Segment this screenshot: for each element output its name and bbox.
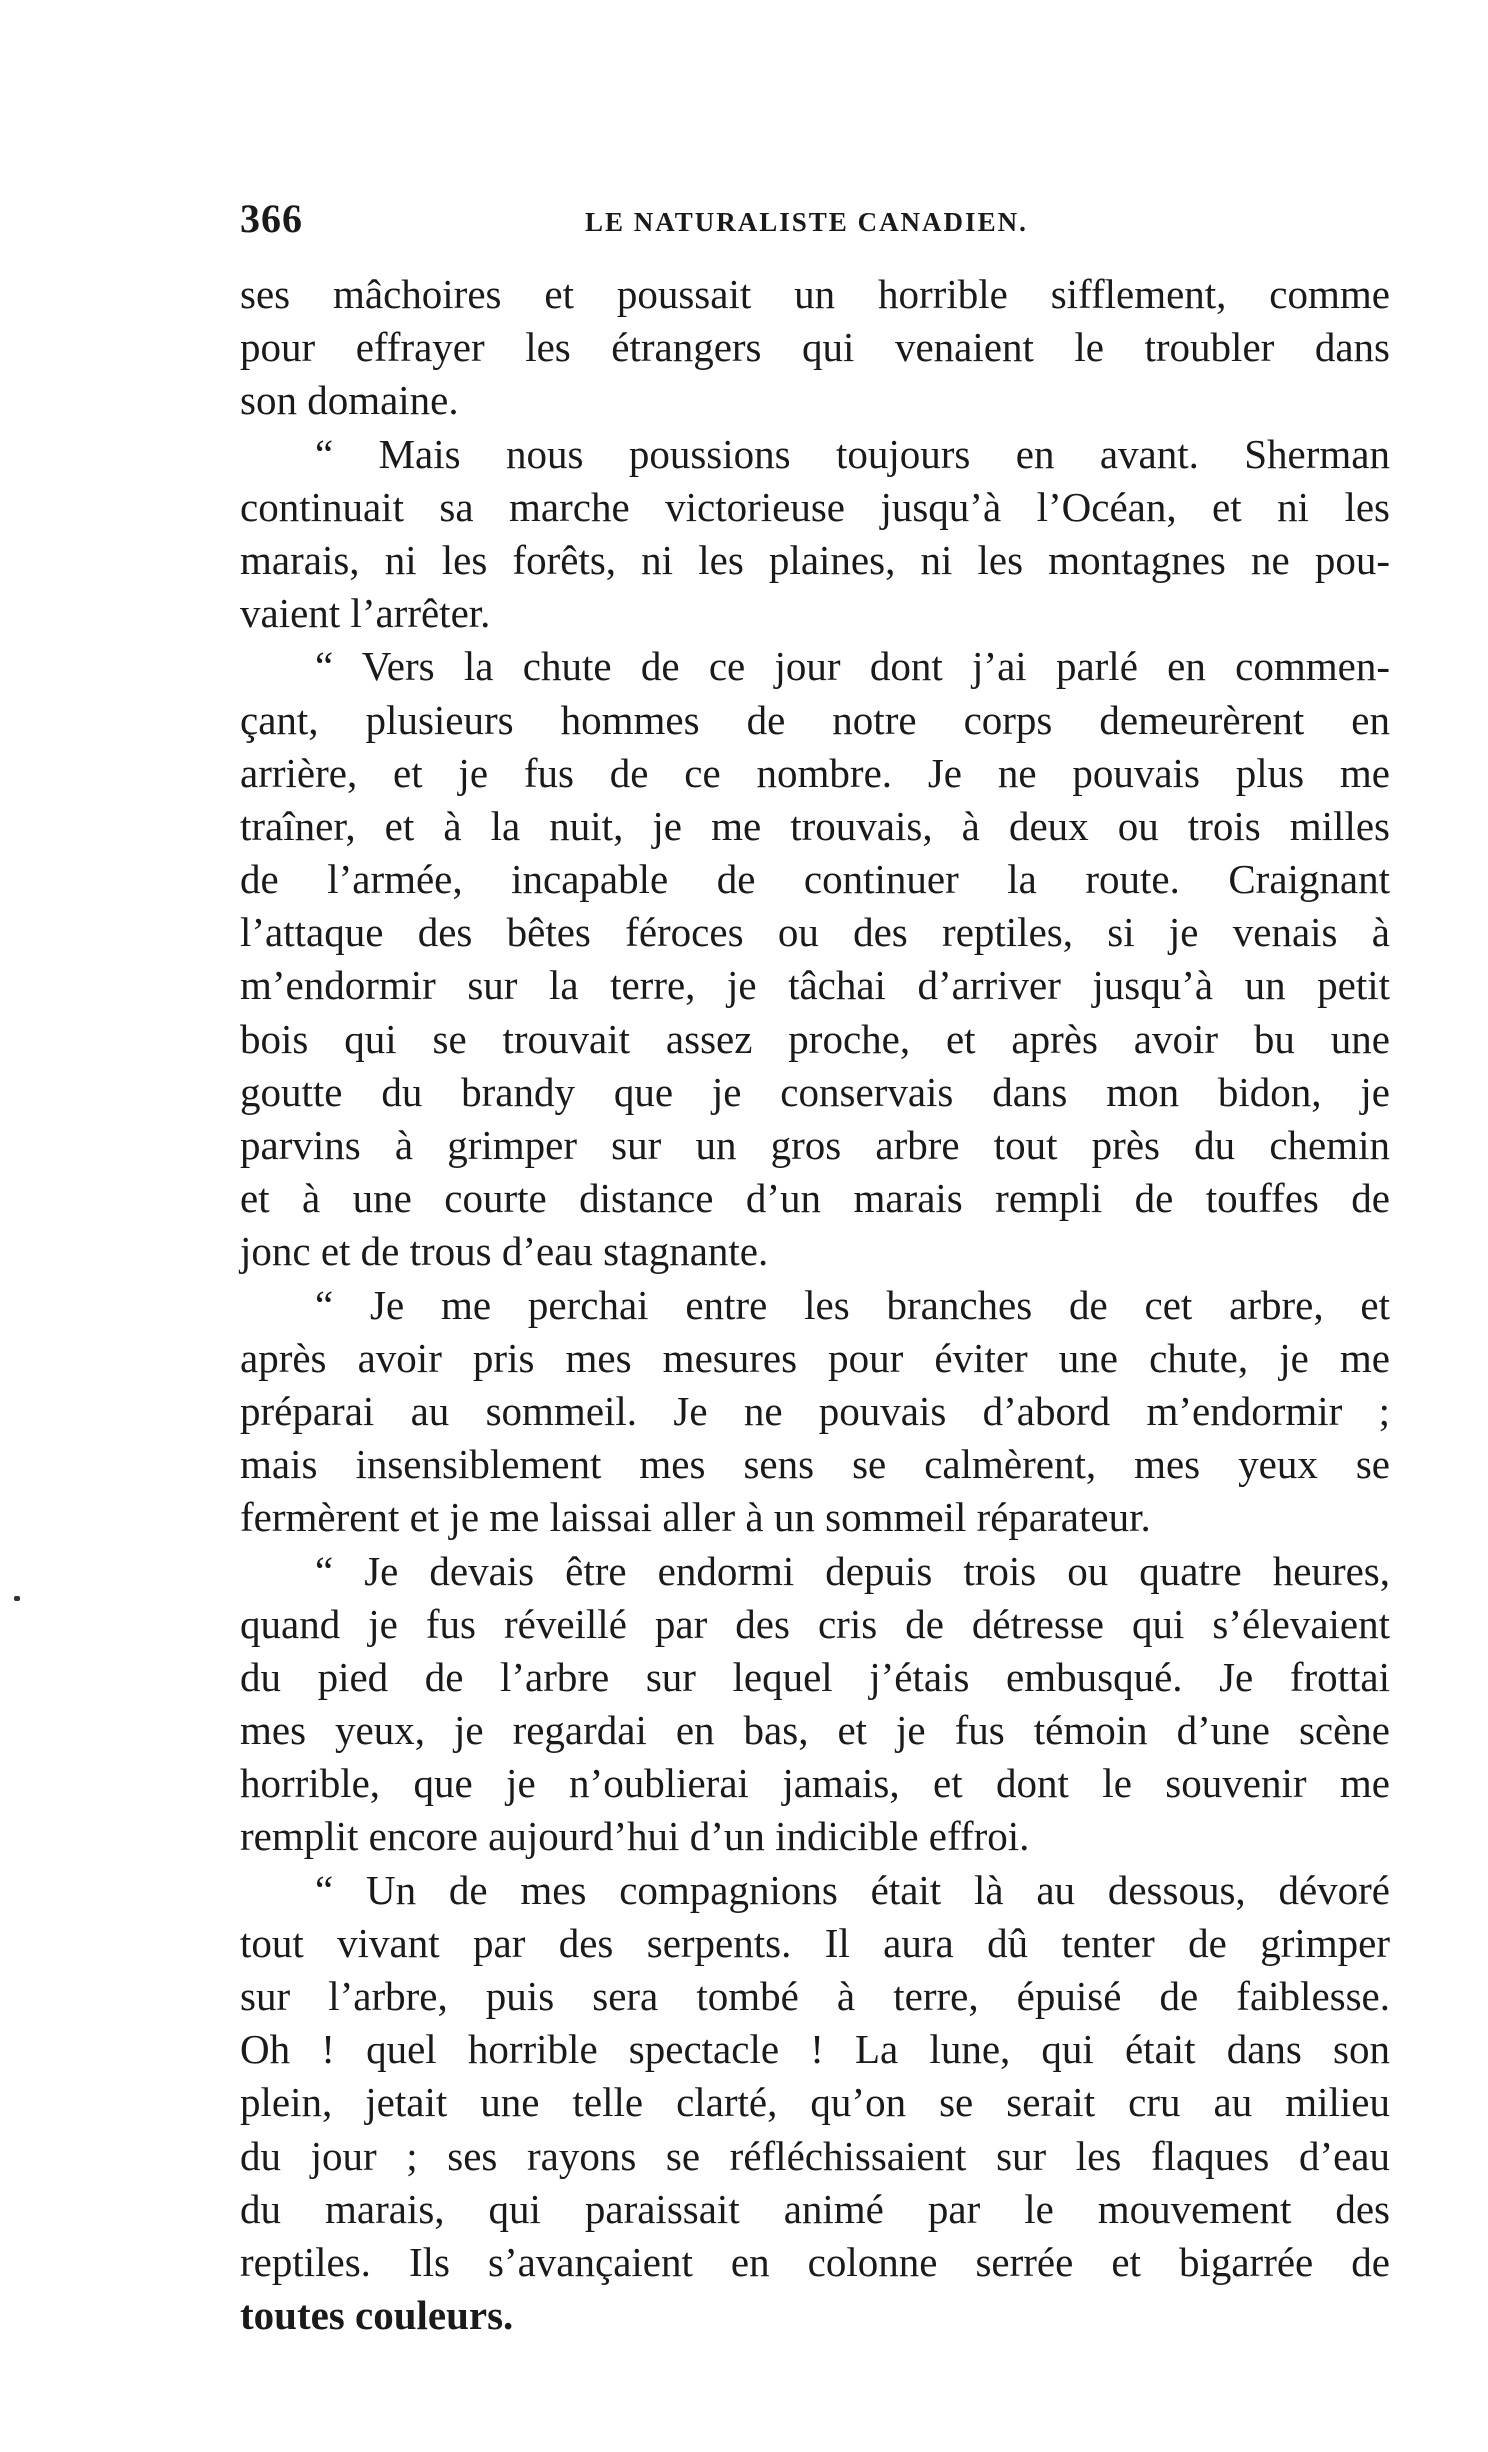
text-line: marais, ni les forêts, ni les plaines, ni les montagnes ne pou- [240,536,1390,583]
text-line: m’endormir sur la terre, je tâchai d’arriver jusqu’à un petit [240,962,1390,1009]
text-line: vaient l’arrêter. [240,590,491,637]
body-text [240,268,1400,2342]
text-line: “ Vers la chute de ce jour dont j’ai parlé en commen- [315,643,1390,690]
text-line: après avoir pris mes mesures pour éviter une chute, je me [240,1334,1390,1381]
text-line: tout vivant par des serpents. Il aura dû tenter de grimper [240,1919,1390,1966]
text-line: toutes couleurs. [240,2292,514,2339]
page-number: 366 [240,196,303,241]
text-line: goutte du brandy que je conservais dans mon bidon, je [240,1068,1390,1115]
text-line: jonc et de trous d’eau stagnante. [240,1228,769,1275]
text-line: plein, jetait une telle clarté, qu’on se serait cru au milieu [240,2079,1390,2126]
page-header [240,195,1360,245]
text-line: continuait sa marche victorieuse jusqu’à l’Océan, et ni les [240,483,1390,530]
text-line: mes yeux, je regardai en bas, et je fus témoin d’une scène [240,1707,1390,1754]
text-line: quand je fus réveillé par des cris de détresse qui s’élevaient [240,1600,1390,1647]
text-line: çant, plusieurs hommes de notre corps demeurèrent en [240,696,1390,743]
text-line: traîner, et à la nuit, je me trouvais, à deux ou trois milles [240,802,1390,849]
text-line: parvins à grimper sur un gros arbre tout près du chemin [240,1122,1390,1168]
text-line: sur l’arbre, puis sera tombé à terre, épuisé de faiblesse. [240,1973,1390,2019]
text-line: du marais, qui paraissait animé par le mouvement des [240,2185,1390,2232]
text-line: Oh ! quel horrible spectacle ! La lune, qui était dans son [240,2026,1390,2073]
text-line: du pied de l’arbre sur lequel j’étais embusqué. Je frottai [240,1653,1390,1700]
text-line: mais insensiblement mes sens se calmèrent, mes yeux se [240,1441,1390,1488]
text-line: “ Mais nous poussions toujours en avant. Sherman [315,430,1390,477]
text-line: préparai au sommeil. Je ne pouvais d’abord m’endormir ; [240,1387,1390,1434]
text-line: fermèrent et je me laissai aller à un sommeil réparateur. [240,1494,1151,1541]
text-line: son domaine. [240,377,459,424]
text-line: “ Je devais être endormi depuis trois ou quatre heures, [315,1547,1390,1594]
text-line: de l’armée, incapable de continuer la route. Craignant [240,856,1390,903]
ink-speck [14,1596,20,1601]
text-line: ses mâchoires et poussait un horrible sifflement, comme [240,271,1390,317]
text-line: et à une courte distance d’un marais rempli de touffes de [240,1175,1390,1222]
text-line: reptiles. Ils s’avançaient en colonne serrée et bigarrée de [240,2238,1390,2285]
text-line: “ Je me perchai entre les branches de cet arbre, et [315,1281,1390,1328]
text-line: arrière, et je fus de ce nombre. Je ne pouvais plus me [240,749,1390,796]
text-line: pour effrayer les étrangers qui venaient le troubler dans [240,324,1390,371]
text-line: du jour ; ses rayons se réfléchissaient sur les flaques d’eau [240,2132,1390,2179]
text-line: bois qui se trouvait assez proche, et après avoir bu une [240,1015,1390,1062]
text-line: “ Un de mes compagnions était là au dessous, dévoré [315,1866,1390,1913]
text-line: l’attaque des bêtes féroces ou des reptiles, si je venais à [240,909,1390,956]
text-line: horrible, que je n’oublierai jamais, et dont le souvenir me [240,1760,1390,1807]
running-head: LE NATURALISTE CANADIEN. [585,207,1028,237]
text-line: remplit encore aujourd’hui d’un indicible effroi. [240,1813,1030,1860]
